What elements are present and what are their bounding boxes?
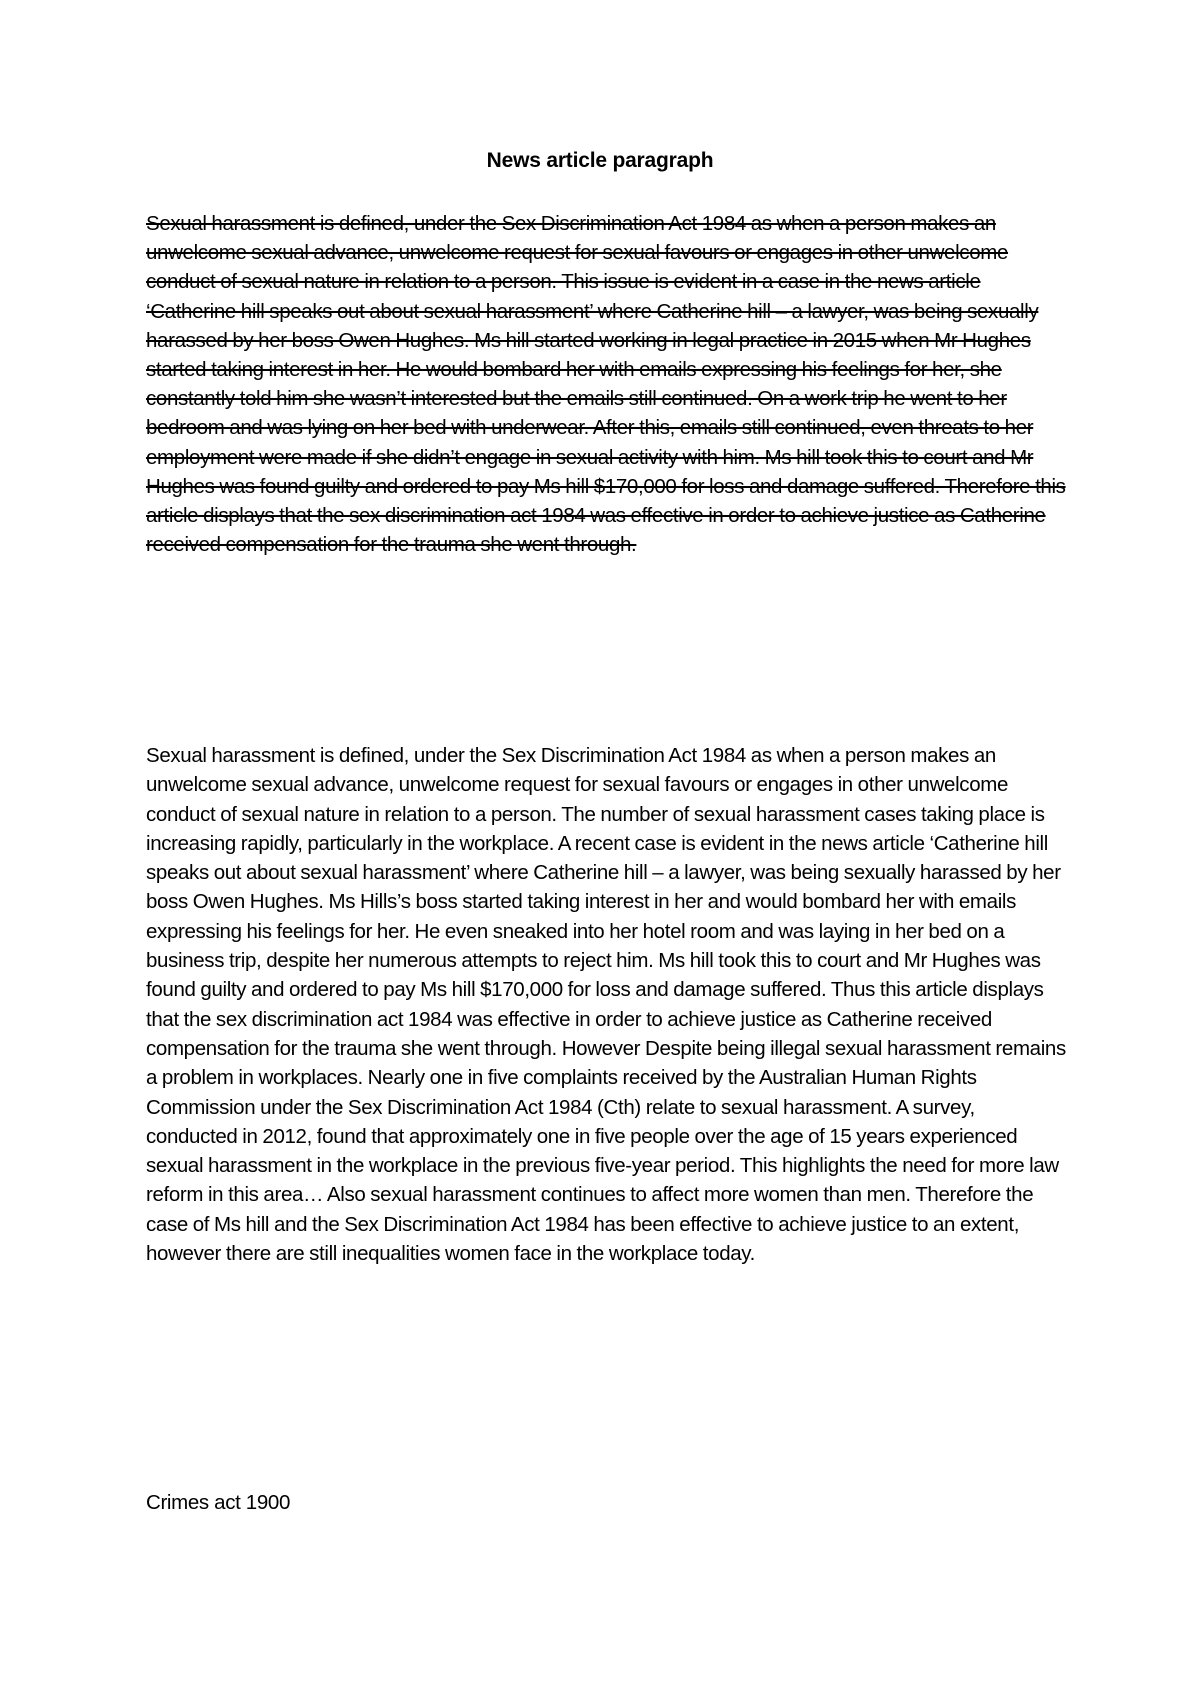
main-paragraph: Sexual harassment is defined, under the Sex Discrimination Act 1984 as when a person makes an unwelcome sexual advance, unwelcome request for sexual favours or engages in other unwelcome conduct of sexual nature in relation to a person. The number of sexual harassment cases taking place is increasing rapidly, particularly in the workplace. A recent case is evident in the news article ‘Catherine hill speaks out about sexual harassment’ where Catherine hill – a lawyer, was being sexually harassed by her boss Owen Hughes. Ms Hills’s boss started taking interest in her and would bombard her with emails expressing his feelings for her. He even sneaked into her hotel room and was laying in her bed on a business trip, despite her numerous attempts to reject him. Ms hill took this to court and Mr Hughes was found guilty and ordered to pay Ms hill $170,000 for loss and damage suffered. Thus this article displays that the sex discrimination act 1984 was effective in order to achieve justice as Catherine received compensation for the trauma she went through. However Despite being illegal sexual harassment remains a problem in workplaces. Nearly one in five complaints received by the Australian Human Rights Commission under the Sex Discrimination Act 1984 (Cth) relate to sexual harassment. A survey, conducted in 2012, found that approximately one in five people over the age of 15 years experienced sexual harassment in the workplace in the previous five-year period. This highlights the need for more law reform in this area… Also sexual harassment continues to affect more women than men. Therefore the case of Ms hill and the Sex Discrimination Act 1984 has been effective to achieve justice to an extent, however there are still inequalities women face in the workplace today. <box>146 744 1066 1266</box>
struck-through-paragraph: Sexual harassment is defined, under the Sex Discrimination Act 1984 as when a person makes an unwelcome sexual advance, unwelcome request for sexual favours or engages in other unwelcome conduct of sexual nature in relation to a person. This issue is evident in a case in the news article ‘Catherine hill speaks out about sexual harassment’ where Catherine hill – a lawyer, was being sexually harassed by her boss Owen Hughes. Ms hill started working in legal practice in 2015 when Mr Hughes started taking interest in her. He would bombard her with emails expressing his feelings for her, she constantly told him she wasn’t interested but the emails still continued. On a work trip he went to her bedroom and was lying on her bed with underwear. After this, emails still continued, even threats to her employment were made if she didn’t engage in sexual activity with him. Ms hill took this to court and Mr Hughes was found guilty and ordered to pay Ms hill $170,000 for loss and damage suffered. Therefore this article displays that the sex discrimination act 1984 was effective in order to achieve justice as Catherine received compensation for the trauma she went through. <box>146 212 1066 557</box>
document-title: News article paragraph <box>486 149 714 172</box>
section-heading-crimes-act: Crimes act 1900 <box>146 1491 291 1514</box>
